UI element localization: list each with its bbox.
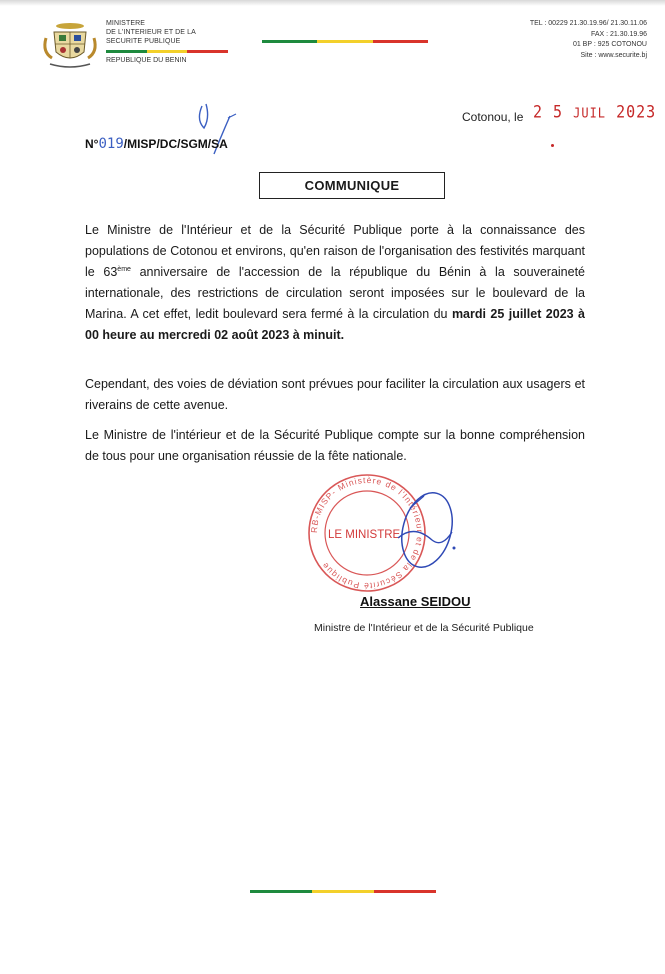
p1-text-b: anniversaire de l'accession de la république du Bénin à la souveraineté internationale, des restrictions de circulation seront imposées sur le boulevard de la Marina. A cet effet, ledit boulevard sera fermé à la circulation du bbox=[85, 265, 586, 321]
signatory-name: Alassane SEIDOU bbox=[360, 594, 471, 609]
ministry-flag-stripe bbox=[106, 50, 228, 53]
ministry-line-1: MINISTERE bbox=[106, 20, 146, 27]
coat-of-arms-emblem bbox=[40, 18, 100, 72]
p1-dates-bold: mardi 25 juillet 2023 à 00 heure au mercredi 02 août 2023 à minuit. bbox=[85, 307, 585, 342]
reference-suffix: /MISP/DC/SGM/SA bbox=[123, 137, 228, 151]
paragraph-closing: Le Ministre de l'intérieur et de la Sécurité Publique compte sur la bonne compréhension de tous pour une organisation réussie de la fête nationale. bbox=[85, 428, 585, 463]
stamp-ring-text: RB-MISP- Ministère de l'Intérieur et de la Sécurité Publique bbox=[308, 474, 426, 592]
header-flag-stripe bbox=[262, 40, 428, 43]
p1-text-a: Le Ministre de l'Intérieur et de la Sécurité Publique porte à la connaissance des populations de Cotonou et environs, qu'en raison de l'organisation des festivités marquant le 63 bbox=[85, 223, 585, 279]
ministry-line-2: DE L'INTERIEUR ET DE LA bbox=[106, 29, 196, 36]
date-year: 2023 bbox=[616, 102, 657, 122]
footer-flag-stripe bbox=[250, 890, 436, 893]
official-stamp bbox=[302, 468, 472, 598]
contact-phone: TEL : 00229 21.30.19.96/ 21.30.11.06 bbox=[529, 20, 647, 27]
republic-name: REPUBLIQUE DU BENIN bbox=[106, 57, 187, 64]
scan-edge-shadow bbox=[0, 0, 665, 6]
date-month: JUIL bbox=[573, 105, 607, 121]
contact-website: Site : www.securite.bj bbox=[580, 51, 647, 59]
ministry-header bbox=[106, 19, 236, 64]
stamp-center-text: LE MINISTRE bbox=[328, 529, 401, 541]
date-label: Cotonou, le bbox=[462, 110, 524, 124]
date-day: 2 5 bbox=[533, 102, 564, 122]
contact-fax: FAX : 21.30.19.96 bbox=[590, 30, 647, 38]
reference-prefix: N° bbox=[85, 137, 99, 151]
document-title: COMMUNIQUE bbox=[259, 172, 445, 199]
paragraph-detours: Cependant, des voies de déviation sont prévues pour faciliter la circulation aux usagers et riverains de cette avenue. bbox=[85, 377, 585, 412]
date-stamp bbox=[533, 102, 656, 122]
ink-dot bbox=[551, 144, 554, 147]
reference-handwritten-number: 019 bbox=[98, 136, 124, 152]
p1-superscript: ème bbox=[117, 265, 131, 273]
contact-block bbox=[530, 19, 647, 61]
signatory-title: Ministre de l'Intérieur et de la Sécurité Publique bbox=[314, 622, 534, 634]
ministry-line-3: SECURITE PUBLIQUE bbox=[106, 38, 181, 45]
paragraph-announcement bbox=[85, 220, 585, 346]
contact-po-box: 01 BP : 925 COTONOU bbox=[572, 41, 647, 48]
reference-number bbox=[85, 136, 228, 152]
